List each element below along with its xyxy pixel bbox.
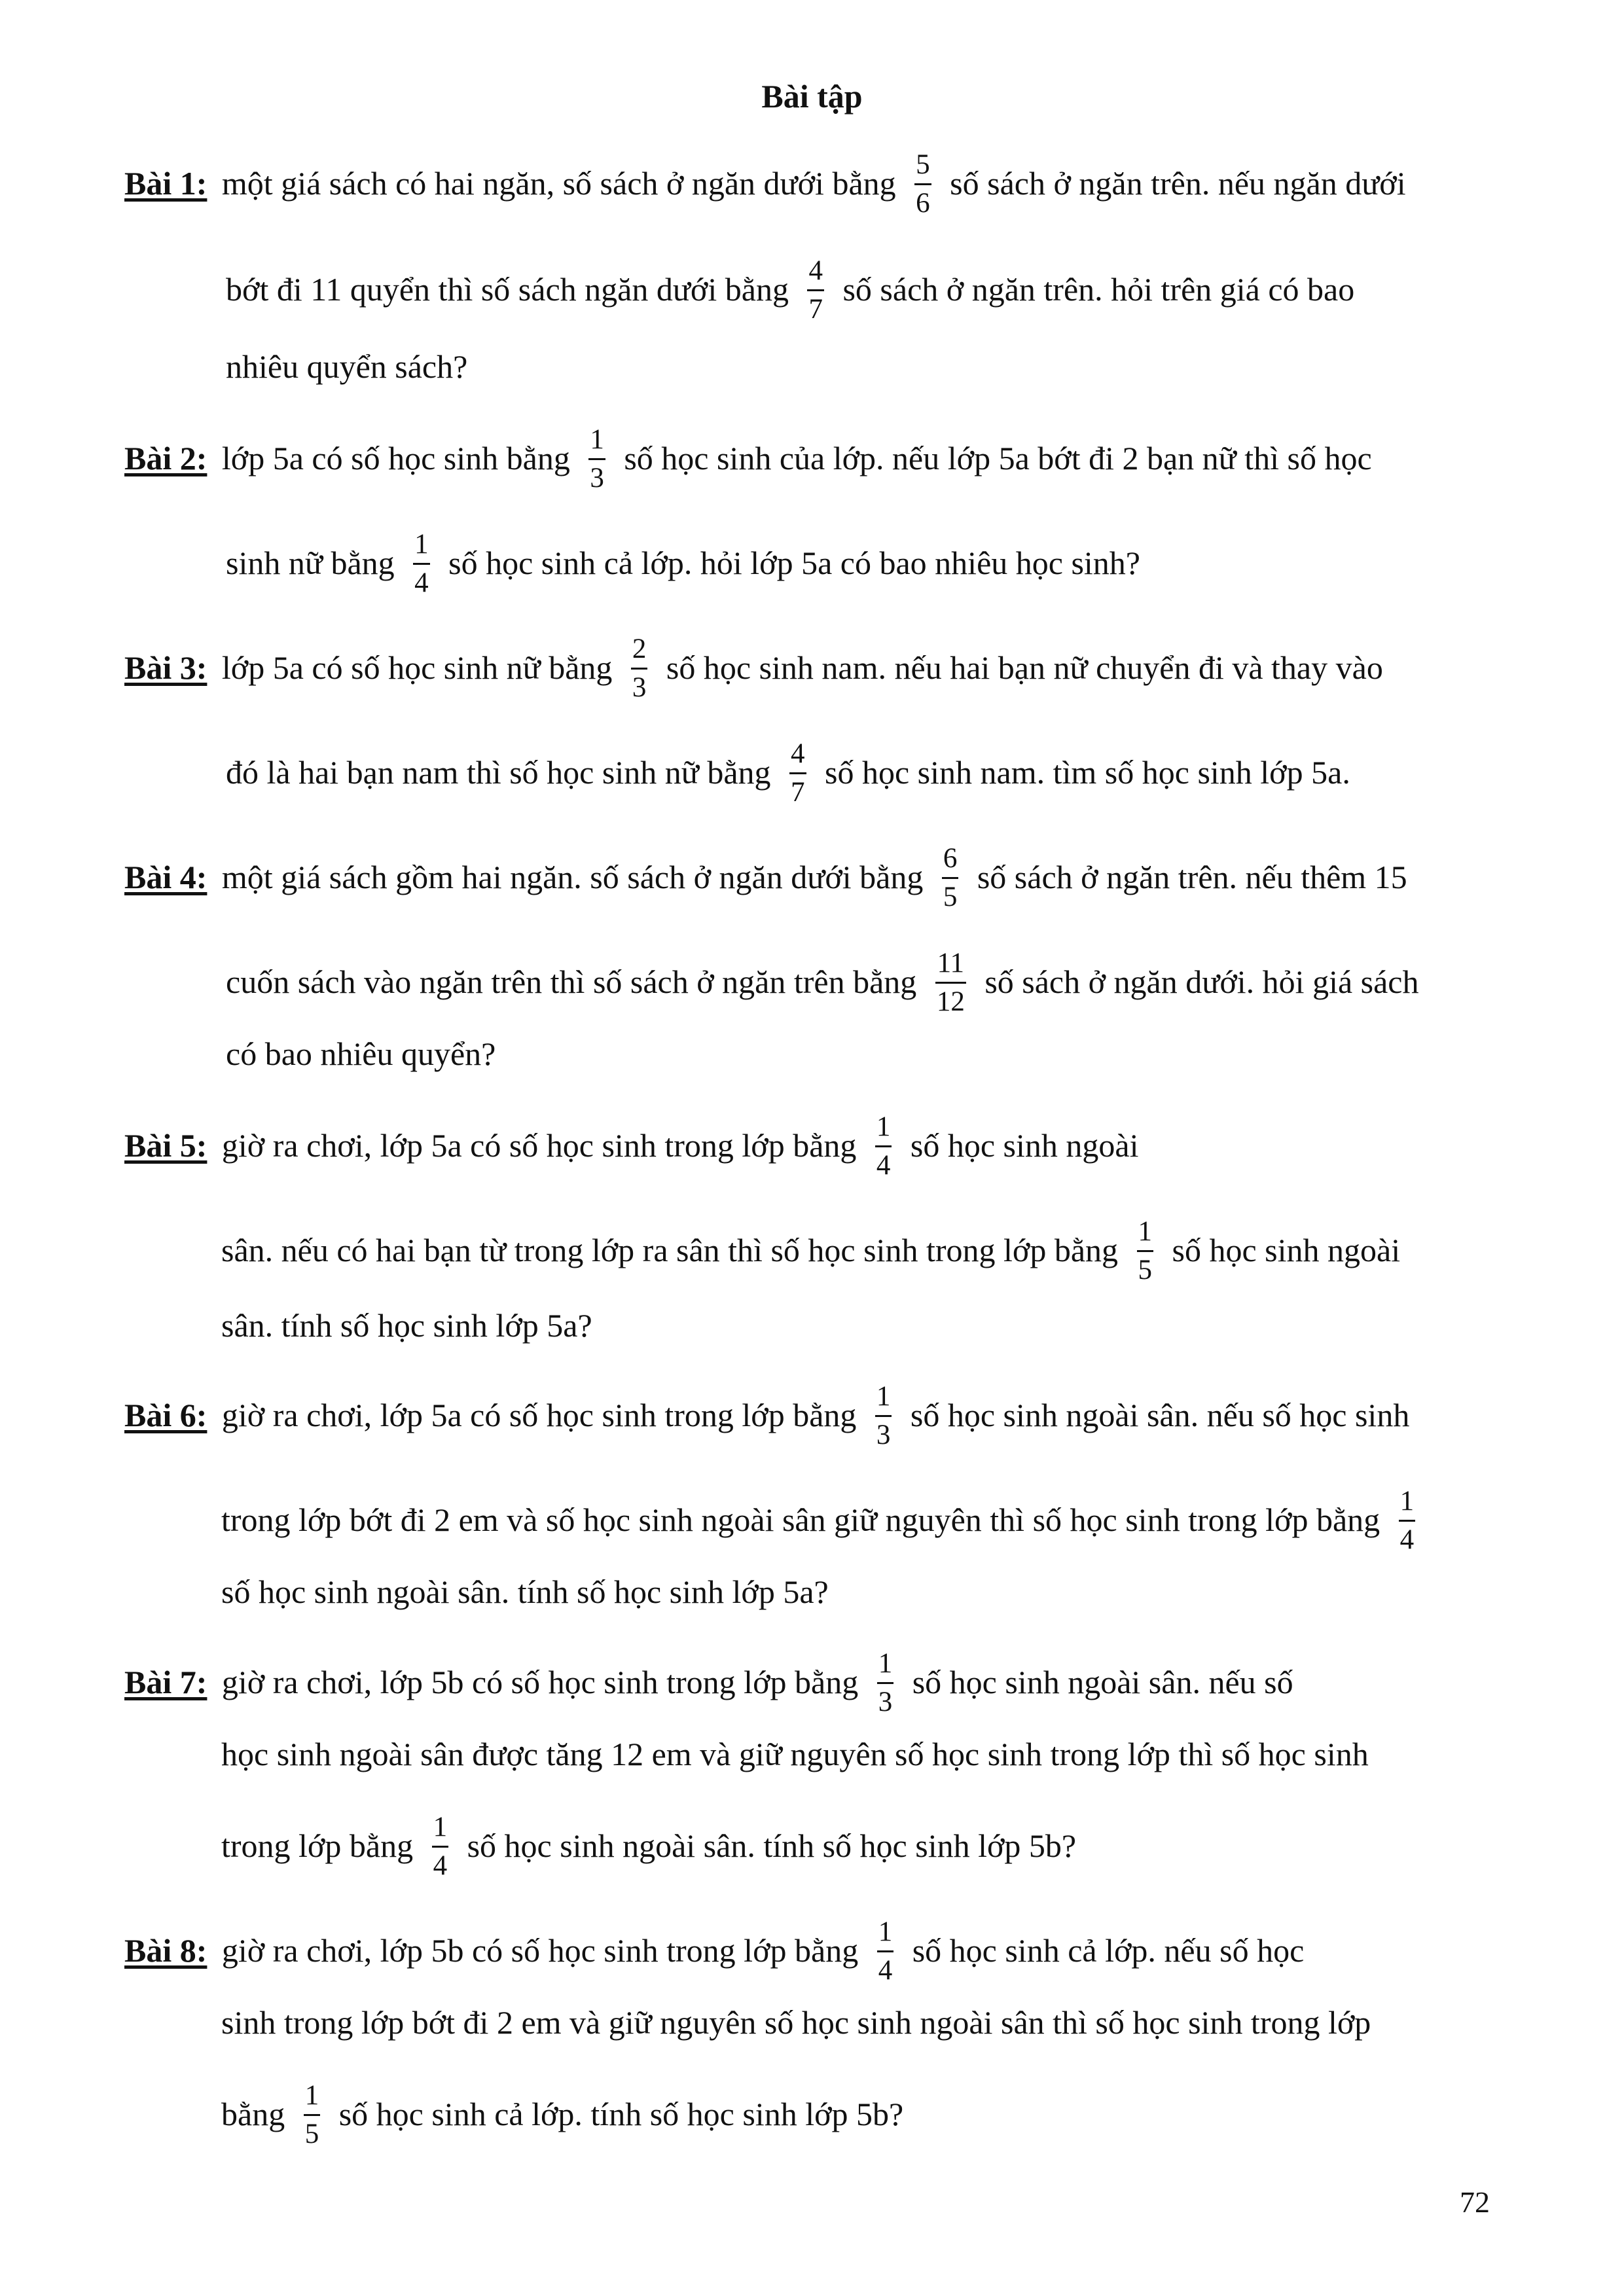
fraction: $\frac{4}{7}$ (808, 255, 823, 325)
fraction: $\frac{11}{12}$ (936, 948, 965, 1017)
page-number: 72 (1460, 2185, 1490, 2219)
problem-4-line-3: có bao nhiêu quyển? (226, 1035, 496, 1072)
fraction: $\frac{4}{7}$ (791, 738, 805, 808)
fraction: $\frac{1}{3}$ (876, 1381, 891, 1450)
problem-8-label: Bài 8: (124, 1931, 208, 1969)
problem-8-line-1: Bài 8: giờ ra chơi, lớp 5b có số học sinh trong lớp bằng $\frac{1}{4}$ số học sinh cả lớp. nếu số học (124, 1918, 1304, 1990)
fraction: $\frac{1}{4}$ (876, 1111, 891, 1181)
problem-5-label: Bài 5: (124, 1126, 208, 1164)
problem-6-line-3: số học sinh ngoài sân. tính số học sinh lớp 5a? (221, 1573, 829, 1610)
fraction: $\frac{1}{4}$ (878, 1916, 893, 1986)
fraction: $\frac{5}{6}$ (916, 149, 930, 219)
problem-4-label: Bài 4: (124, 858, 208, 895)
problem-1-label: Bài 1: (124, 164, 208, 202)
problem-2-line-1: Bài 2: lớp 5a có số học sinh bằng $\frac{1}{3}$ số học sinh của lớp. nếu lớp 5a bớt đi 2 bạn nữ thì số học (124, 425, 1372, 498)
fraction: $\frac{1}{3}$ (878, 1648, 893, 1717)
fraction: $\frac{1}{5}$ (1138, 1216, 1153, 1285)
fraction: $\frac{1}{4}$ (433, 1812, 448, 1881)
problem-1-line-3: nhiêu quyển sách? (226, 348, 468, 385)
problem-6-label: Bài 6: (124, 1396, 208, 1433)
problem-6-line-1: Bài 6: giờ ra chơi, lớp 5a có số học sinh trong lớp bằng $\frac{1}{3}$ số học sinh ngoài sân. nếu số học sinh (124, 1382, 1409, 1455)
problem-4-line-1: Bài 4: một giá sách gồm hai ngăn. số sách ở ngăn dưới bằng $\frac{6}{5}$ số sách ở ngăn trên. nếu thêm 15 (124, 844, 1407, 917)
problem-5-line-2: sân. nếu có hai bạn từ trong lớp ra sân thì số học sinh trong lớp bằng $\frac{1}{5}$ số học sinh ngoài (221, 1217, 1400, 1290)
problem-6-line-2: trong lớp bớt đi 2 em và số học sinh ngoài sân giữ nguyên thì số học sinh trong lớp bằng $\frac{1}{4}$ (221, 1487, 1414, 1560)
fraction: $\frac{1}{5}$ (304, 2080, 319, 2149)
problem-2-label: Bài 2: (124, 439, 208, 476)
problem-1-text: một giá sách có hai ngăn, số sách ở ngăn dưới bằng (221, 164, 896, 202)
fraction: $\frac{6}{5}$ (943, 843, 958, 912)
problem-7-line-2: học sinh ngoài sân được tăng 12 em và giữ nguyên số học sinh trong lớp thì số học sinh (221, 1736, 1369, 1772)
problem-1-line-1 (124, 151, 1406, 223)
fraction: $\frac{1}{3}$ (590, 424, 604, 493)
fraction: $\frac{1}{4}$ (414, 529, 429, 598)
problem-3-label: Bài 3: (124, 649, 208, 686)
problem-8-line-3: bằng $\frac{1}{5}$ số học sinh cả lớp. tính số học sinh lớp 5b? (221, 2081, 903, 2154)
problem-3-line-2: đó là hai bạn nam thì số học sinh nữ bằng $\frac{4}{7}$ số học sinh nam. tìm số học sinh lớp 5a. (226, 740, 1350, 812)
problem-8-line-2: sinh trong lớp bớt đi 2 em và giữ nguyên số học sinh ngoài sân thì số học sinh trong lớp (221, 2004, 1371, 2041)
fraction: $\frac{2}{3}$ (632, 634, 647, 703)
problem-5-line-3: sân. tính số học sinh lớp 5a? (221, 1307, 592, 1344)
fraction: $\frac{1}{4}$ (1399, 1486, 1415, 1555)
problem-7-line-1: Bài 7: giờ ra chơi, lớp 5b có số học sinh trong lớp bằng $\frac{1}{3}$ số học sinh ngoài sân. nếu số (124, 1649, 1293, 1722)
problem-5-line-1: Bài 5: giờ ra chơi, lớp 5a có số học sinh trong lớp bằng $\frac{1}{4}$ số học sinh ngoài (124, 1113, 1138, 1185)
problem-7-line-3: trong lớp bằng $\frac{1}{4}$ số học sinh ngoài sân. tính số học sinh lớp 5b? (221, 1813, 1076, 1886)
problem-1-line-2: bớt đi 11 quyển thì số sách ngăn dưới bằng $\frac{4}{7}$ số sách ở ngăn trên. hỏi trên giá có bao (226, 257, 1354, 329)
page-title: Bài tập (761, 78, 863, 115)
problem-1-text: số sách ở ngăn trên. nếu ngăn dưới (950, 164, 1406, 202)
problem-3-line-1: Bài 3: lớp 5a có số học sinh nữ bằng $\frac{2}{3}$ số học sinh nam. nếu hai bạn nữ chuyển đi và thay vào (124, 635, 1383, 708)
problem-4-line-2: cuốn sách vào ngăn trên thì số sách ở ngăn trên bằng $\frac{11}{12}$ số sách ở ngăn dưới. hỏi giá sách (226, 949, 1419, 1022)
problem-2-line-2: sinh nữ bằng $\frac{1}{4}$ số học sinh cả lớp. hỏi lớp 5a có bao nhiêu học sinh? (226, 530, 1140, 603)
problem-7-label: Bài 7: (124, 1663, 208, 1700)
